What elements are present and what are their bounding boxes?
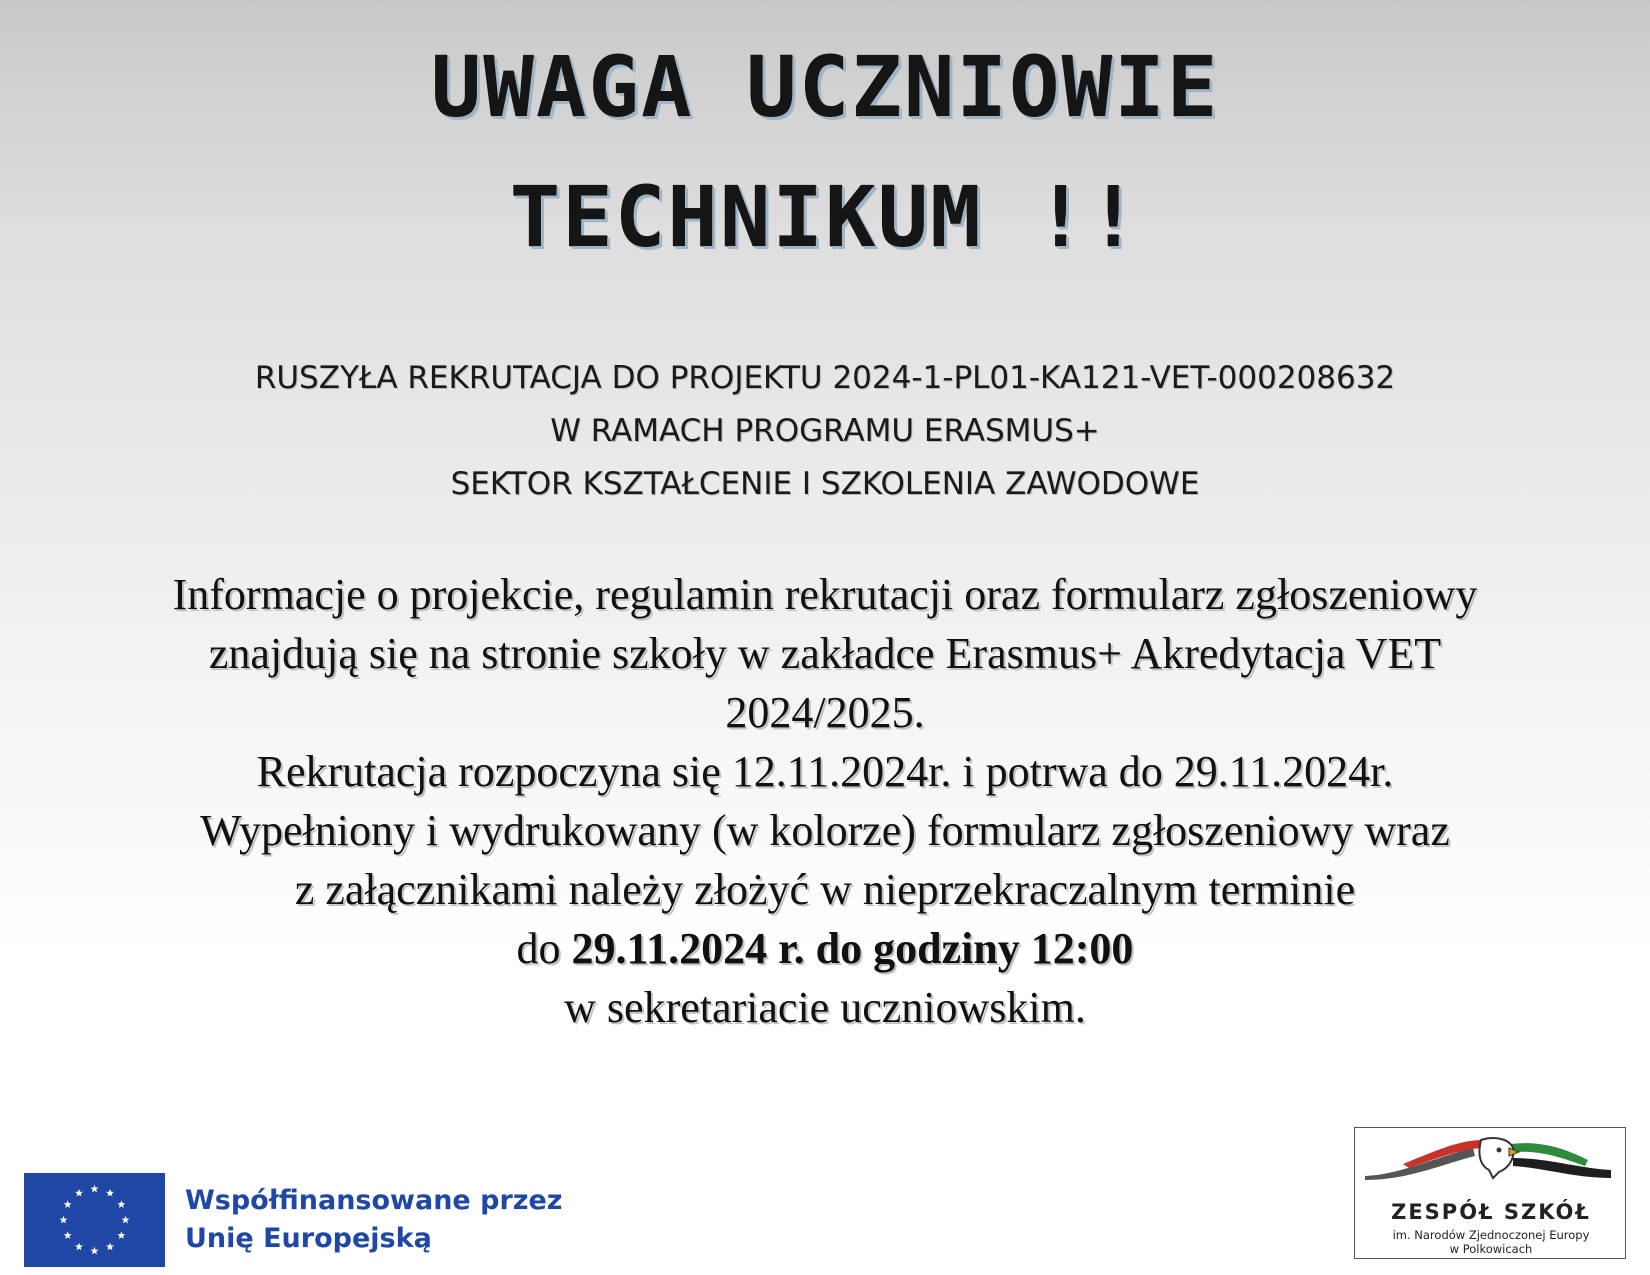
school-logo: [1354, 1127, 1626, 1259]
school-name: ZESPÓŁ SZKÓŁ: [1391, 1200, 1591, 1224]
deadline-date: 29.11.2024 r. do godziny 12:00: [571, 924, 1134, 973]
recruitment-info: [30, 565, 1620, 1037]
eu-text-line-1: Współfinansowane przez: [185, 1185, 563, 1216]
school-subtitle: [1355, 1228, 1627, 1256]
info-line-2: znajdują się na stronie szkoły w zakładce Erasmus+ Akredytacja VET: [208, 629, 1442, 678]
headline-line-2: TECHNIKUM !!: [509, 168, 1141, 266]
school-subtitle-line-1: im. Narodów Zjednoczonej Europy: [1392, 1228, 1590, 1242]
project-line-1: RUSZYŁA REKRUTACJA DO PROJEKTU 2024-1-PL01-KA121-VET-000208632: [254, 360, 1396, 396]
project-line-3: SEKTOR KSZTAŁCENIE I SZKOLENIA ZAWODOWE: [450, 466, 1200, 502]
info-line-7: [30, 919, 1620, 978]
project-announcement: [0, 352, 1650, 511]
info-line-8: w sekretariacie uczniowskim.: [564, 983, 1086, 1032]
headline-line-1: UWAGA UCZNIOWIE: [430, 38, 1220, 136]
info-line-6: z załącznikami należy złożyć w nieprzekraczalnym terminie: [294, 865, 1356, 914]
info-line-3: 2024/2025.: [725, 688, 925, 737]
eu-text-line-2: Unię Europejską: [185, 1223, 432, 1254]
eagle-flag-emblem-icon: [1363, 1134, 1619, 1198]
eu-cofunding-logo: [24, 1173, 563, 1267]
info-line-5: Wypełniony i wydrukowany (w kolorze) formularz zgłoszeniowy wraz: [200, 806, 1450, 855]
deadline-prefix: do: [516, 924, 572, 973]
eu-cofunding-text: [185, 1182, 563, 1258]
info-line-4: Rekrutacja rozpoczyna się 12.11.2024r. i potrwa do 29.11.2024r.: [256, 747, 1394, 796]
eu-flag-icon: [24, 1173, 165, 1267]
school-subtitle-line-2: w Polkowicach: [1449, 1242, 1533, 1256]
project-line-2: W RAMACH PROGRAMU ERASMUS+: [550, 413, 1100, 449]
info-line-1: Informacje o projekcie, regulamin rekrutacji oraz formularz zgłoszeniowy: [172, 570, 1478, 619]
